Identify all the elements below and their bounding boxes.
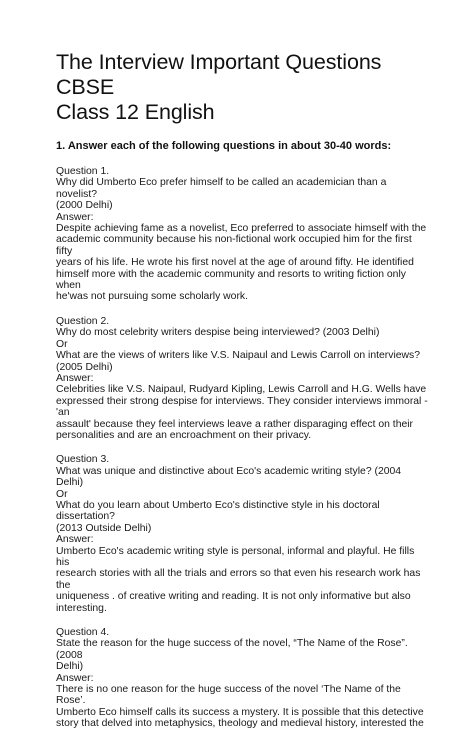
answer-text-line: he'was not pursuing some scholarly work. <box>56 291 248 303</box>
title-line: Class 12 English <box>56 100 215 124</box>
question-block <box>56 166 428 303</box>
question-text-line: Why do most celebrity writers despise being interviewed? (2003 Delhi) <box>56 327 380 339</box>
question-list <box>56 166 428 730</box>
question-text-line: What are the views of writers like V.S. Naipaul and Lewis Carroll on interviews? <box>56 350 421 362</box>
answer-text-line: years of his life. He wrote his first novel at the age of around fifty. He identified <box>56 257 414 269</box>
answer-text-line: interesting. <box>56 602 107 614</box>
answer-text-line: There is no one reason for the huge success of the novel ‘The Name of the Rose’. <box>56 684 401 707</box>
answer-label: Answer: <box>56 534 94 546</box>
answer-text-line: academic community because his non-fictional work occupied him for the first fifty <box>56 234 412 257</box>
question-label: Question 1. <box>56 166 110 177</box>
answer-text-line: story that delved into metaphysics, theology and medieval history, interested the <box>56 718 424 730</box>
answer-text-line: Umberto Eco's academic writing style is personal, informal and playful. He fills his <box>56 545 415 568</box>
question-label: Question 2. <box>56 315 110 327</box>
section-heading: 1. Answer each of the following questions in about 30-40 words: <box>56 140 392 152</box>
answer-text-line: assault' because they feel interviews leave a rather disparaging effect on their <box>56 418 414 430</box>
page-title <box>56 50 428 125</box>
answer-text-line: Umberto Eco himself calls its success a mystery. It is possible that this detective <box>56 706 424 718</box>
question-block <box>56 454 428 614</box>
question-text-line: Why did Umberto Eco prefer himself to be called an academician than a novelist? <box>56 177 387 200</box>
answer-text-line: uniqueness . of creative writing and reading. It is not only informative but also <box>56 591 411 603</box>
answer-text-line: expressed their strong despise for interviews. They consider interviews immoral -'an <box>56 395 428 419</box>
question-text-line: What do you learn about Umberto Eco's distinctive style in his doctoral dissertation? <box>56 499 380 523</box>
question-block <box>56 627 428 730</box>
answer-text-line: research stories with all the trials and errors so that even his research work has the <box>56 568 421 591</box>
question-text-line: (2005 Delhi) <box>56 361 113 373</box>
question-text-line: (2013 Outside Delhi) <box>56 522 152 534</box>
title-line: The Interview Important Questions CBSE <box>56 50 382 99</box>
question-text-line: Or <box>56 488 68 500</box>
question-text-line: Or <box>56 338 68 350</box>
question-label: Question 3. <box>56 454 110 466</box>
question-label: Question 4. <box>56 627 110 639</box>
question-text-line: What was unique and distinctive about Eco's academic writing style? (2004 Delhi) <box>56 465 402 489</box>
question-text-line: Delhi) <box>56 661 84 673</box>
answer-label: Answer: <box>56 372 94 384</box>
answer-text-line: himself more with the academic community and resorts to writing fiction only when <box>56 268 406 292</box>
answer-label: Answer: <box>56 672 94 684</box>
question-text-line: State the reason for the huge success of the novel, “The Name of the Rose”. (2008 <box>56 638 408 661</box>
answer-label: Answer: <box>56 211 94 223</box>
question-block <box>56 316 428 441</box>
answer-text-line: Despite achieving fame as a novelist, Eco preferred to associate himself with the <box>56 223 427 235</box>
answer-text-line: personalities and are an encroachment on their privacy. <box>56 429 312 441</box>
question-text-line: (2000 Delhi) <box>56 200 113 212</box>
answer-text-line: Celebrities like V.S. Naipaul, Rudyard Kipling, Lewis Carroll and H.G. Wells have <box>56 384 427 396</box>
